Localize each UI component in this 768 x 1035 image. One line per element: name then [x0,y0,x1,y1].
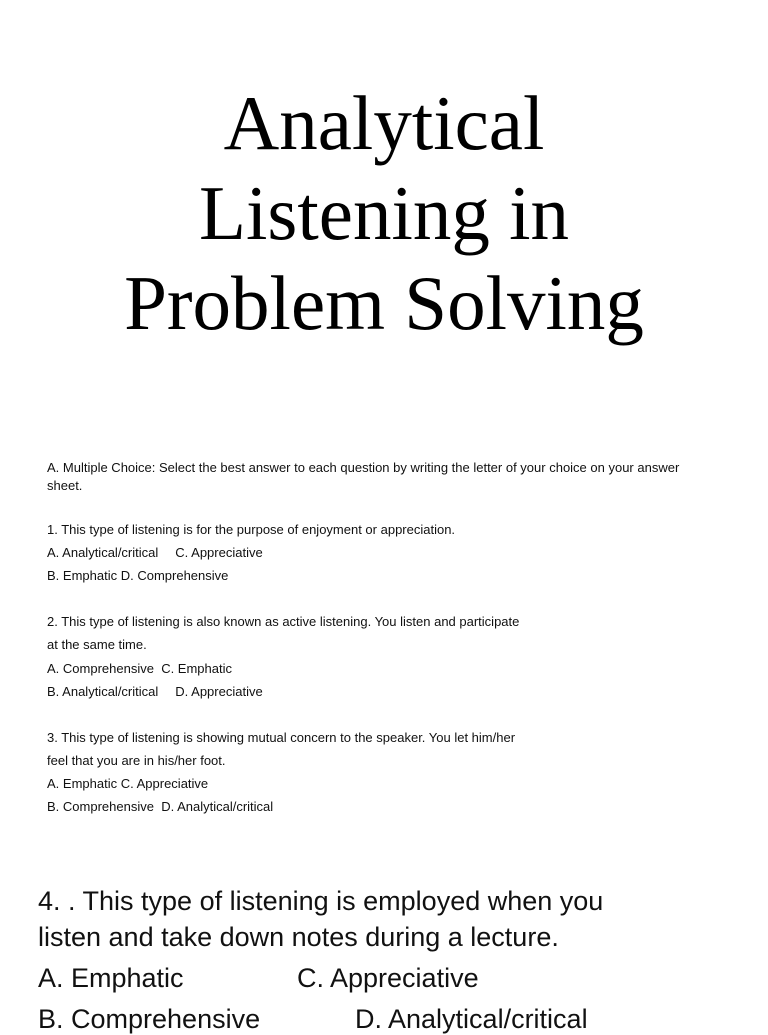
question-2-stem-line-2: at the same time. [47,637,147,652]
question-3-option-c: C. Appreciative [120,776,209,791]
question-3-options-row-1 [47,776,208,791]
question-1-option-b: B. Emphatic [47,568,118,583]
question-1-options-row-2 [47,568,228,583]
question-2-options-row-1 [47,661,232,676]
question-3-stem-line-2: feel that you are in his/her foot. [47,753,226,768]
question-4-option-d: D. Analytical/critical [355,1004,588,1034]
question-1-option-c: C. Appreciative [175,545,263,560]
question-4-option-b: B. Comprehensive [38,1004,261,1034]
title-line-1: Analytical [223,80,545,166]
question-2-options-row-2 [47,684,263,699]
question-4-option-a: A. Emphatic [38,963,184,993]
question-1-options-row-1 [47,545,263,560]
question-3-option-b: B. Comprehensive [47,799,154,814]
title-line-2: Listening in [199,170,569,256]
question-4-stem-line-2: listen and take down notes during a lecture. [38,922,559,952]
question-3-stem-line-1: 3. This type of listening is showing mutual concern to the speaker. You let him/her [47,730,516,745]
instructions-text: A. Multiple Choice: Select the best answer to each question by writing the letter of your choice on your answer sheet. [47,460,680,493]
question-2-option-c: C. Emphatic [161,661,232,676]
question-2-option-a: A. Comprehensive [47,661,154,676]
question-1-option-d: D. Comprehensive [120,568,229,583]
question-2-stem-line-1: 2. This type of listening is also known as active listening. You listen and participate [47,614,520,629]
title-line-3: Problem Solving [124,260,644,346]
question-3-option-a: A. Emphatic [47,776,118,791]
question-3-option-d: D. Analytical/critical [161,799,274,814]
question-3-options-row-2 [47,799,273,814]
question-4-stem-line-1: 4. . This type of listening is employed when you [38,886,604,916]
question-2-option-b: B. Analytical/critical [47,684,159,699]
question-2-option-d: D. Appreciative [175,684,263,699]
question-4-option-c: C. Appreciative [297,963,479,993]
question-1-stem: 1. This type of listening is for the purpose of enjoyment or appreciation. [47,522,456,537]
question-1-option-a: A. Analytical/critical [47,545,159,560]
page-title [0,78,768,348]
